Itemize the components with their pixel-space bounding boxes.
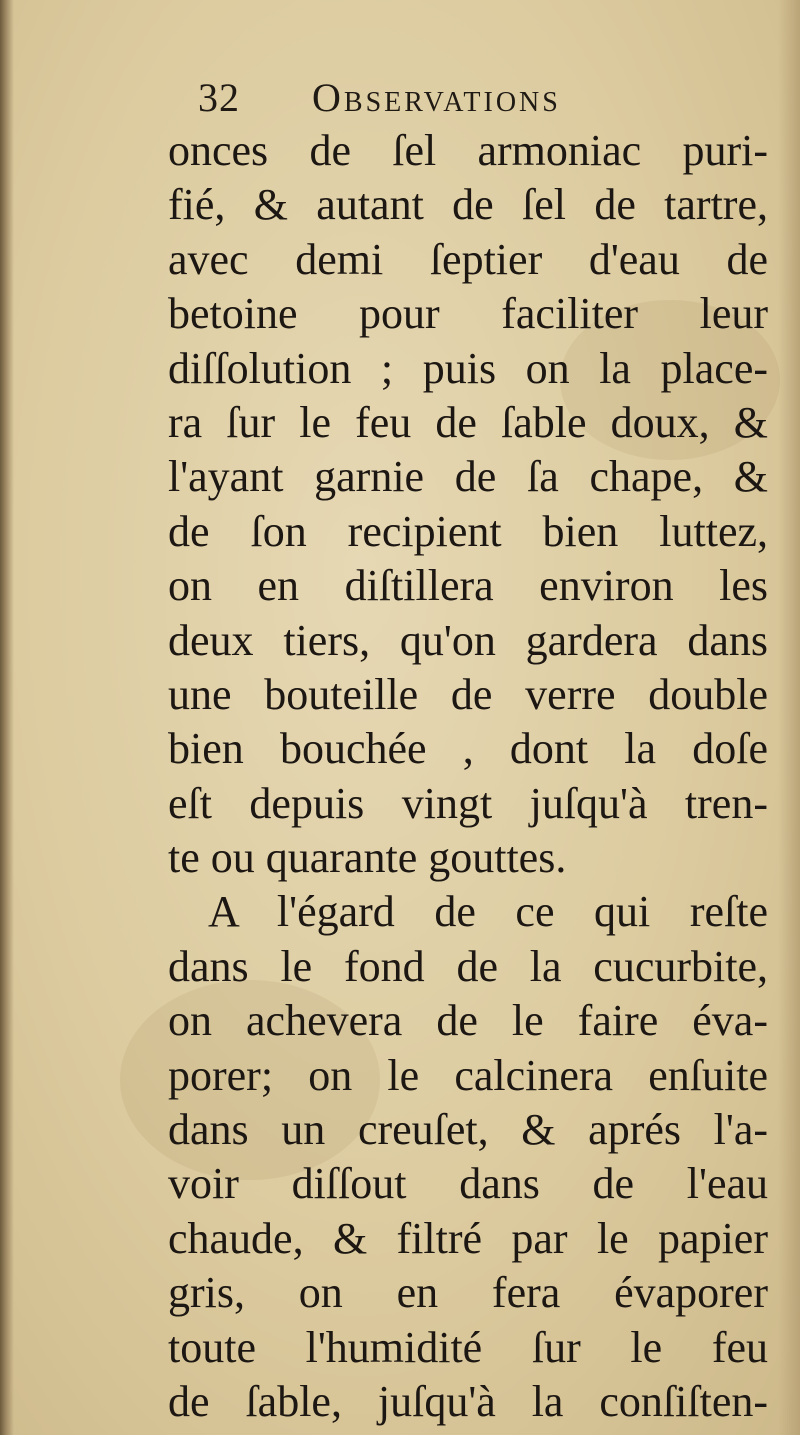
text-line: dans le fond de la cucurbite, bbox=[168, 941, 768, 991]
page-header bbox=[198, 74, 638, 124]
text-line: chaude, & filtré par le papier bbox=[168, 1213, 768, 1263]
text-line: toute l'humidité ſur le feu bbox=[168, 1322, 768, 1372]
text-line-indented: A l'égard de ce qui reſte bbox=[208, 887, 768, 937]
text-line: ra ſur le feu de ſable doux, & bbox=[168, 397, 768, 447]
text-line: dans un creuſet, & aprés l'a- bbox=[168, 1105, 768, 1155]
text-line: diſſolution ; puis on la place- bbox=[168, 343, 768, 393]
page-gutter bbox=[0, 0, 14, 1435]
page-edge bbox=[778, 0, 800, 1435]
text-line: onces de ſel armoniac puri- bbox=[168, 126, 768, 175]
text-line: eſt depuis vingt juſqu'à tren- bbox=[168, 778, 768, 828]
running-head: Observations bbox=[312, 75, 561, 120]
text-line: de ſable, juſqu'à la conſiſten- bbox=[168, 1376, 768, 1426]
text-line: bien bouchée , dont la doſe bbox=[168, 724, 768, 774]
text-line: porer; on le calcinera enſuite bbox=[168, 1050, 768, 1100]
text-line: l'ayant garnie de ſa chape, & bbox=[168, 452, 768, 502]
text-line: on achevera de le faire éva- bbox=[168, 996, 768, 1046]
text-line: avec demi ſeptier d'eau de bbox=[168, 234, 768, 284]
text-line: te ou quarante gouttes. bbox=[168, 833, 567, 883]
text-line: voir diſſout dans de l'eau bbox=[168, 1159, 768, 1209]
text-line: betoine pour faciliter leur bbox=[168, 289, 768, 339]
text-line: gris, on en fera évaporer bbox=[168, 1268, 768, 1318]
text-line: de ſon recipient bien luttez, bbox=[168, 506, 768, 556]
text-line: une bouteille de verre double bbox=[168, 669, 768, 719]
text-line: on en diſtillera environ les bbox=[168, 561, 768, 611]
page-number: 32 bbox=[198, 75, 240, 120]
body-text bbox=[168, 124, 768, 1429]
text-line: fié, & autant de ſel de tartre, bbox=[168, 180, 768, 230]
text-line: deux tiers, qu'on gardera dans bbox=[168, 615, 768, 665]
